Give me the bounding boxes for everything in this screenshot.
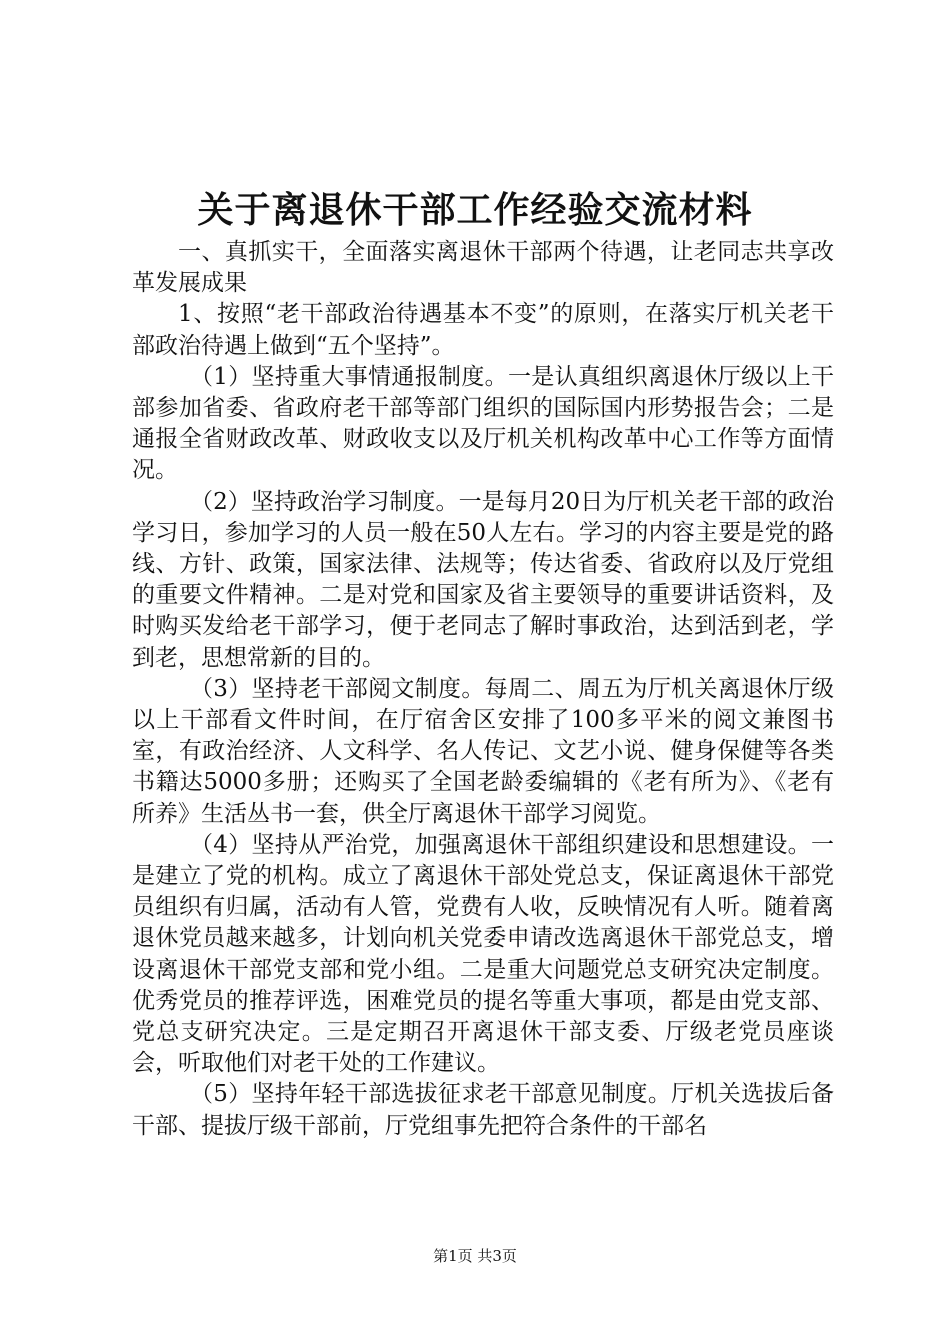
document-title: 关于离退休干部工作经验交流材料	[197, 189, 753, 231]
paragraph: 1、按照“老干部政治待遇基本不变”的原则，在落实厅机关老干部政治待遇上做到“五个坚持”。	[132, 301, 834, 359]
paragraph: （3）坚持老干部阅文制度。每周二、周五为厅机关离退休厅级以上干部看文件时间，在厅宿舍区安排了100多平米的阅文兼图书室，有政治经济、人文科学、名人传记、文艺小说、健身保健等各类书籍达5000多册；还购买了全国老龄委编辑的《老有所为》、《老有所养》生活丛书一套，供全厅离退休干部学习阅览。	[132, 675, 834, 827]
paragraph: （5）坚持年轻干部选拔征求老干部意见制度。厅机关选拔后备干部、提拔厅级干部前，厅党组事先把符合条件的干部名	[132, 1081, 834, 1139]
paragraph: （4）坚持从严治党，加强离退休干部组织建设和思想建设。一是建立了党的机构。成立了离退休干部处党总支，保证离退休干部党员组织有归属，活动有人管，党费有人收，反映情况有人听。随着离退休党员越来越多，计划向机关党委申请改选离退休干部党总支，增设离退休干部党支部和党小组。二是重大问题党总支研究决定制度。优秀党员的推荐评选，困难党员的提名等重大事项，都是由党支部、党总支研究决定。三是定期召开离退休干部支委、厅级老党员座谈会，听取他们对老干处的工作建议。	[132, 831, 834, 1077]
paragraph: （2）坚持政治学习制度。一是每月20日为厅机关老干部的政治学习日，参加学习的人员一般在50人左右。学习的内容主要是党的路线、方针、政策，国家法律、法规等；传达省委、省政府以及厅党组的重要文件精神。二是对党和国家及省主要领导的重要讲话资料，及时购买发给老干部学习，便于老同志了解时事政治，达到活到老，学到老，思想常新的目的。	[132, 488, 834, 671]
document-body	[132, 237, 834, 1142]
paragraph: （1）坚持重大事情通报制度。一是认真组织离退休厅级以上干部参加省委、省政府老干部等部门组织的国际国内形势报告会；二是通报全省财政改革、财政收支以及厅机关机构改革中心工作等方面情况。	[132, 363, 834, 484]
section-heading: 一、真抓实干，全面落实离退休干部两个待遇，让老同志共享改革发展成果	[132, 239, 834, 297]
page-number-footer: 第1页 共3页	[433, 1247, 517, 1265]
